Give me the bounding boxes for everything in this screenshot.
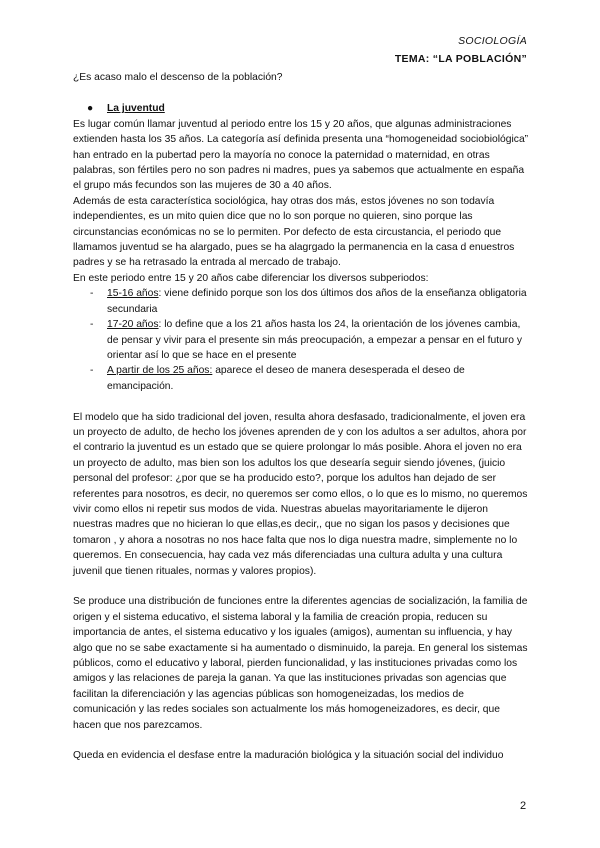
dash-marker: - (90, 288, 94, 300)
document-body (73, 67, 529, 764)
opening-question: ¿Es acaso malo el descenso de la población? (73, 72, 283, 83)
dash-marker: - (90, 365, 94, 377)
paragraph-subperiods-intro: En este periodo entre 15 y 20 años cabe diferenciar los diversos subperiodos: (73, 272, 429, 284)
paragraph-socialization-agencies: Se produce una distribución de funciones entre la diferentes agencias de socialización, la familia de origen y el sistema educativo, el sistema laboral y la familia de creación propia, reducen su importancia de antes, el sistema educativo y los iguales (amigos), aumentan su influencia, y hay algo que no se sabe exactamente si ha aumentado o disminuido, la pareja. En general los sistemas públicos, como el educativo y laboral, pierden funcionalidad, y las instituciones privadas como los amigos y las relaciones de pareja la ganan. Ya que las instituciones privadas son agencias que facilitan la diferenciación y las agencias públicas son homogeneizadas, los medios de comunicación y las redes sociales son actualmente los más homogeneizadores, es decir, que hacen que nos parezcamos. (73, 596, 528, 731)
subperiod-text: : viene definido porque son los dos últimos dos años de la enseñanza obligatoria secundaria (107, 288, 527, 315)
dash-marker: - (90, 319, 94, 331)
header-topic: TEMA: “LA POBLACIÓN” (394, 53, 527, 65)
list-item (73, 363, 529, 394)
subperiod-list (73, 286, 529, 394)
paragraph-gap (73, 733, 529, 748)
list-item (73, 286, 529, 317)
subperiod-text: : lo define que a los 21 años hasta los 24, la orientación de los jóvenes cambia, de pensar y vivir para el presente sin más preocupación, a empezar a pensar en el futuro y orientar así lo que se hace en el presente (107, 319, 522, 361)
subperiod-term: 17-20 años (107, 319, 159, 331)
paragraph-conclusion: Queda en evidencia el desfase entre la maduración biológica y la situación social del individuo (73, 750, 504, 762)
section-title: La juventud (107, 103, 165, 115)
bullet-icon: ● (87, 103, 94, 115)
paragraph-definition: Es lugar común llamar juventud al periodo entre los 15 y 20 años, que algunas administraciones extienden hasta los 35 años. La categoría así definida presenta una “homogeneidad sociobiológica” han entrado en la pubertad pero la mayoría no conoce la paternidad o maternidad, en otras palabras, son fértiles pero no son padres ni madres, pues ya sabemos que actualmente en españa el grupo más fecundos son las mujeres de 30 a 40 años. (73, 118, 529, 192)
subperiod-term: A partir de los 25 años: (107, 365, 213, 377)
header-subject: SOCIOLOGÍA (458, 35, 527, 47)
paragraph-independence: Además de esta característica sociológica, hay otras dos más, estos jóvenes no son todavía independientes, es un mito quien dice que no lo son porque no quieren, sino porque las circunstancias económicas no se lo permiten. Por defecto de esta circustancia, el periodo que llamamos juventud se ha alargado, pues se ha alagrgado la permanencia en la casa d enuestros padres y se ha retrasado la entrada al mercado de trabajo. (73, 195, 515, 269)
paragraph-traditional-model: El modelo que ha sido tradicional del joven, resulta ahora desfasado, tradicionalmente, el joven era un proyecto de adulto, de hecho los jóvenes aprenden de y con los adultos a ser adultos, ahora por el contrario la juventud es un estado que se quiere prolongar lo más posible. Ahora el joven no era un proyecto de adulto, mas bien son los adultos los que desearía seguir siendo jóvenes, (juicio personal del profesor: ¿por que se ha producido esto?, porque los adultos han dejado de ser referentes para nosotros, es decir, no queremos ser como ellos, o lo que es lo mismo, no queremos vivir como ellos ni repetir sus modos de vida. Nuestras abuelas mayoritariamente le dijeron nuestras madres que no hicieran lo que ellas,es decir,, que no sigan los pasos y decisiones que tomaron , y ahora a nosotras no nos hace falta que nos lo diga nuestra madre, simplemente no lo queremos. En consecuencia, hay cada vez más diferenciadas una cultura adulta y una cultura juvenil que tienen rituales, normas y valores propios). (73, 411, 528, 577)
subperiod-text: aparece el deseo de manera desesperada el deseo de emancipación. (107, 365, 465, 392)
page-number: 2 (520, 800, 527, 812)
paragraph-gap (73, 579, 529, 594)
section-heading (73, 101, 529, 116)
subperiod-term: 15-16 años (107, 288, 159, 300)
list-item (73, 317, 529, 363)
paragraph-gap (73, 394, 529, 409)
